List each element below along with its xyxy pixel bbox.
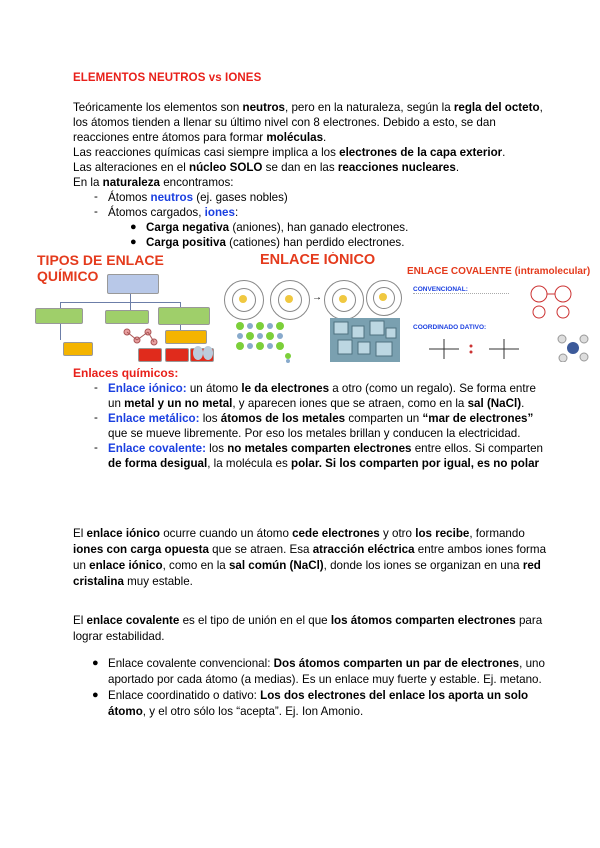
text: enlace covalente xyxy=(86,614,180,627)
molecule-icon xyxy=(192,344,214,362)
dativo-item-line-1 xyxy=(108,688,528,703)
ammonium-3d-icon xyxy=(557,334,589,362)
convencional-label: CONVENCIONAL: xyxy=(413,286,468,293)
text: Enlace iónico: xyxy=(108,382,187,395)
text: Teóricamente los elementos son xyxy=(73,101,243,114)
text: iones xyxy=(204,206,235,219)
enlace-covalente-line-2 xyxy=(108,456,539,471)
text: “mar de electrones” xyxy=(422,412,534,425)
text: neutros xyxy=(150,191,194,204)
enlaces-heading: Enlaces químicos: xyxy=(73,366,179,380)
text: Enlace covalente: xyxy=(108,442,206,455)
text: . xyxy=(323,131,327,144)
dash-marker: - xyxy=(94,411,98,424)
bullet-marker: ● xyxy=(130,221,137,233)
text: . xyxy=(455,161,460,174)
text: Las alteraciones en el xyxy=(73,161,190,174)
text: enlace iónico xyxy=(86,527,160,540)
text: sal (NaCl) xyxy=(467,397,522,410)
enlace-ionico-diagram xyxy=(220,252,402,364)
dash-marker: - xyxy=(94,381,98,394)
text: Átomos xyxy=(108,191,151,204)
list-item-iones xyxy=(108,205,238,220)
text: se dan en las xyxy=(262,161,338,174)
text: entre ambos iones forma xyxy=(414,543,547,556)
dativo-item-line-2 xyxy=(108,704,363,719)
text: , formando xyxy=(469,527,525,540)
nucleus-icon xyxy=(285,295,293,303)
covalente-title: ENLACE COVALENTE (intramolecular) xyxy=(407,266,591,277)
text: encontramos: xyxy=(160,176,234,189)
covalente-paragraph-line-2: lograr estabilidad. xyxy=(73,630,165,643)
bullet-marker: ● xyxy=(130,236,137,248)
enlace-ionico-line-1 xyxy=(108,381,536,396)
metalico-box xyxy=(105,310,149,324)
enlace-ionico-line-2 xyxy=(108,396,524,411)
text: cristalina xyxy=(73,575,124,588)
text: , pero en la naturaleza, según la xyxy=(285,101,454,114)
connector-line xyxy=(60,302,180,303)
text: metal y un no metal xyxy=(124,397,233,410)
sub-item-positiva xyxy=(146,235,404,250)
ionico-title: ENLACE IÓNICO xyxy=(260,252,376,268)
text: reacciones nucleares xyxy=(337,161,456,174)
intro-line-3 xyxy=(73,130,326,145)
convencional-item-line-2: aportado por cada átomo (a medias). Es un enlace muy fuerte y estable. Ej. metano. xyxy=(108,673,542,686)
text: un xyxy=(108,397,125,410)
text: núcleo SOLO xyxy=(189,161,263,174)
text: . xyxy=(521,397,525,410)
text: comparten un xyxy=(345,412,423,425)
text: átomo xyxy=(108,705,143,718)
text-lines-decor xyxy=(413,293,509,312)
text: que se atraen. Esa xyxy=(208,543,313,556)
dash-marker: - xyxy=(94,441,98,454)
text: El xyxy=(73,614,87,627)
sub-item-negativa xyxy=(146,220,408,235)
intro-line-4 xyxy=(73,145,505,160)
text: es el tipo de unión en el que xyxy=(179,614,331,627)
text: los xyxy=(199,412,221,425)
text: enlace iónico xyxy=(89,559,163,572)
nucleus-icon xyxy=(379,293,387,301)
text: cede electrones xyxy=(292,527,380,540)
text: electrones de la capa exterior xyxy=(339,146,503,159)
text: Átomos cargados, xyxy=(108,206,205,219)
text: entre ellos. Si comparten xyxy=(411,442,543,455)
nucleus-icon xyxy=(339,295,347,303)
arrow-icon: → xyxy=(312,292,322,303)
text: (ej. gases nobles) xyxy=(193,191,288,204)
covalent-molecule-icon xyxy=(517,282,587,320)
text: Dos átomos comparten un par de electrones xyxy=(273,657,520,670)
text: los átomos comparten electrones xyxy=(330,614,516,627)
text: , donde los iones se organizan en una xyxy=(323,559,523,572)
text: red xyxy=(522,559,541,572)
polar-box xyxy=(63,342,93,356)
ionico-paragraph-line-4 xyxy=(73,574,193,589)
salt-crystal-photo xyxy=(330,318,400,362)
text: , la molécula es xyxy=(207,457,291,470)
text: polar. Si los comparten por igual, es no polar xyxy=(291,457,540,470)
text: , como en la xyxy=(162,559,229,572)
covalente-paragraph-line-1 xyxy=(73,613,542,628)
red-box xyxy=(138,348,162,362)
ionico-paragraph-line-1 xyxy=(73,526,525,541)
dative-bond-diagram xyxy=(419,336,539,362)
enlace-metalico-line-1 xyxy=(108,411,533,426)
text: iones con carga opuesta xyxy=(73,543,209,556)
list-item-neutros xyxy=(108,190,288,205)
text: muy estable. xyxy=(123,575,193,588)
text: Enlace coordinatido o dativo: xyxy=(108,689,261,702)
molecule-icon xyxy=(122,326,158,348)
red-box xyxy=(165,348,189,362)
text: reacciones entre átomos para formar xyxy=(73,131,267,144)
crystal-lattice-image xyxy=(234,320,296,364)
root-box xyxy=(107,274,159,294)
text: un xyxy=(73,559,90,572)
ionico-box xyxy=(158,307,210,325)
page-title: ELEMENTOS NEUTROS vs IONES xyxy=(73,72,262,84)
text: Los dos electrones del enlace los aporta un solo xyxy=(260,689,529,702)
intro-line-2: los átomos tienden a llenar su último nivel con 8 electrones. Debido a esto, se dan xyxy=(73,116,496,129)
tipos-title: TIPOS DE ENLACE QUÍMICO xyxy=(37,252,164,284)
cation-box xyxy=(165,330,207,344)
text: Enlace covalente convencional: xyxy=(108,657,274,670)
intro-line-6 xyxy=(73,175,233,190)
dash-marker: - xyxy=(94,205,98,218)
enlace-covalente-diagram xyxy=(405,264,593,364)
text: , y aparecen iones que se atraen, como en la xyxy=(232,397,468,410)
text: para xyxy=(515,614,543,627)
text: , y el otro sólo los “acepta”. Ej. Ion Amonio. xyxy=(142,705,364,718)
ionico-paragraph-line-2 xyxy=(73,542,546,557)
convencional-item-line-1 xyxy=(108,656,545,671)
text: sal común (NaCl) xyxy=(228,559,324,572)
text: , uno xyxy=(519,657,545,670)
text: (aniones), han ganado electrones. xyxy=(229,221,409,234)
enlace-covalente-line-1 xyxy=(108,441,543,456)
text: , xyxy=(539,101,543,114)
text: Carga negativa xyxy=(146,221,230,234)
nucleus-icon xyxy=(239,295,247,303)
text: le da electrones xyxy=(241,382,330,395)
text: ocurre cuando un átomo xyxy=(159,527,293,540)
text: (cationes) han perdido electrones. xyxy=(225,236,405,249)
text: a otro (como un regalo). Se forma entre xyxy=(329,382,536,395)
text: . xyxy=(502,146,506,159)
enlace-metalico-line-2: que se mueve libremente. Por eso los metales brillan y conducen la electricidad. xyxy=(108,427,521,440)
intro-line-5 xyxy=(73,160,459,175)
text: Carga positiva xyxy=(146,236,226,249)
text: moléculas xyxy=(266,131,324,144)
text: átomos de los metales xyxy=(220,412,346,425)
bullet-marker: ● xyxy=(92,689,99,701)
text: En la xyxy=(73,176,103,189)
text: Enlace metálico: xyxy=(108,412,200,425)
text: El xyxy=(73,527,87,540)
text: Las reacciones químicas casi siempre implica a los xyxy=(73,146,340,159)
text: atracción eléctrica xyxy=(312,543,415,556)
text: : xyxy=(234,206,239,219)
coordinado-label: COORDINADO DATIVO: xyxy=(413,324,487,331)
intro-line-1 xyxy=(73,100,543,115)
text: naturaleza xyxy=(102,176,161,189)
text: un átomo xyxy=(186,382,242,395)
bullet-marker: ● xyxy=(92,657,99,669)
text: neutros xyxy=(242,101,285,114)
text: no metales comparten electrones xyxy=(227,442,412,455)
text: los xyxy=(205,442,228,455)
text: de forma desigual xyxy=(108,457,208,470)
text: y otro xyxy=(379,527,416,540)
text: regla del octeto xyxy=(453,101,540,114)
dash-marker: - xyxy=(94,190,98,203)
tipos-enlace-diagram xyxy=(30,252,216,364)
ionico-paragraph-line-3 xyxy=(73,558,541,573)
text: los recibe xyxy=(415,527,470,540)
covalente-box xyxy=(35,308,83,324)
